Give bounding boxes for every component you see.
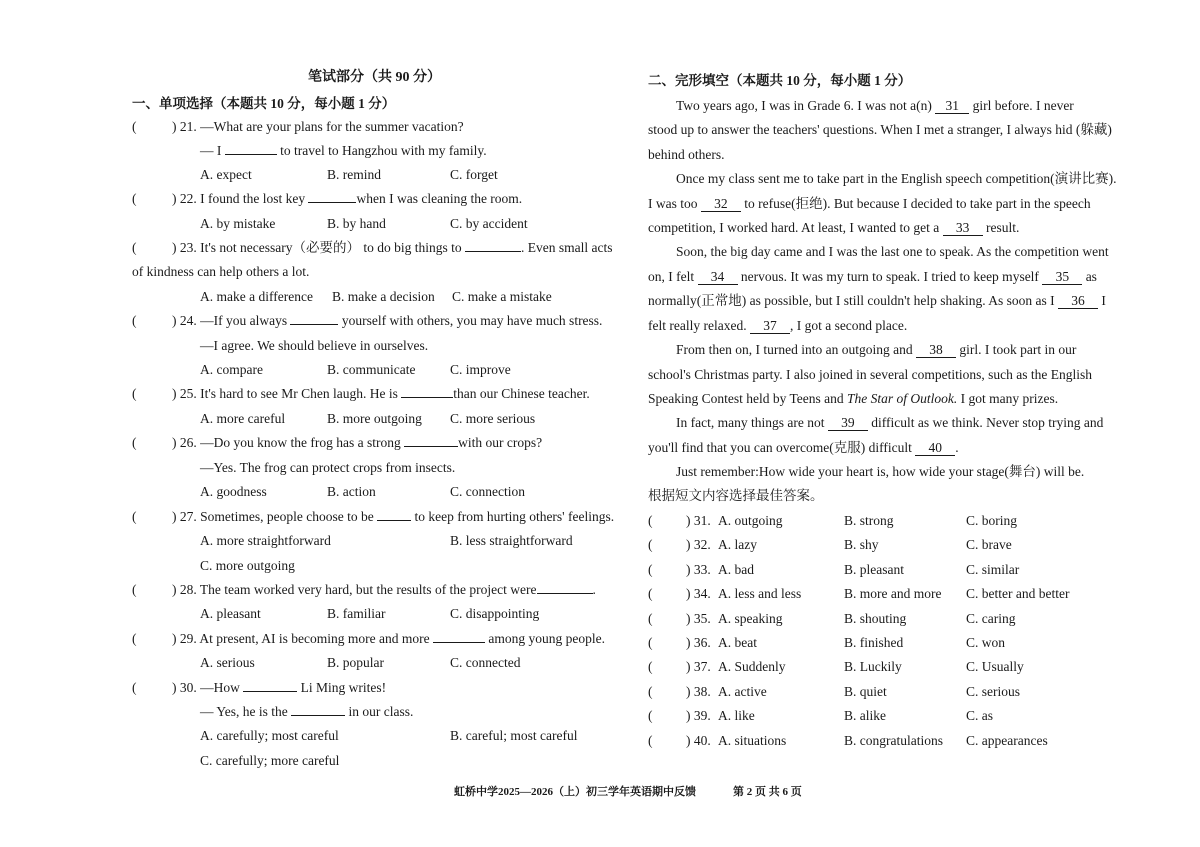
option-30-a: A. carefully; most careful (200, 728, 339, 743)
option-25-a: A. more careful (200, 411, 286, 426)
question-21: ( ) 21. —What are your plans for the summer vacation? (132, 119, 464, 134)
passage-line: Two years ago, I was in Grade 6. I was not a(n) 31 girl before. I never (676, 98, 1074, 113)
option-30-b: B. careful; most careful (450, 728, 578, 743)
option-c-32: C. brave (966, 537, 1012, 552)
passage-line: school's Christmas party. I also joined in several competitions, such as the English (648, 367, 1092, 382)
option-28-b: B. familiar (327, 606, 386, 621)
answer-bracket-37[interactable]: ( (648, 659, 653, 674)
option-a-39: A. like (718, 708, 755, 723)
blank-39[interactable]: 39 (828, 416, 868, 431)
question-28: ( ) 28. The team worked very hard, but the results of the project were . (132, 582, 596, 597)
question-23-cont: of kindness can help others a lot. (132, 264, 310, 279)
passage-line: competition, I worked hard. At least, I wanted to get a 33 result. (648, 220, 1020, 235)
option-a-35: A. speaking (718, 611, 783, 626)
question-22: ( ) 22. I found the lost key when I was cleaning the room. (132, 191, 523, 206)
blank-32[interactable]: 32 (701, 197, 741, 212)
option-26-c: C. connection (450, 484, 525, 499)
option-29-a: A. serious (200, 655, 255, 670)
passage-line: behind others. (648, 147, 725, 162)
option-21-c: C. forget (450, 167, 498, 182)
passage-line: stood up to answer the teachers' questions. When I met a stranger, I always hid (躲藏) (648, 122, 1112, 137)
answer-bracket-38[interactable]: ( (648, 684, 653, 699)
option-a-32: A. lazy (718, 537, 757, 552)
answer-bracket-34[interactable]: ( (648, 586, 653, 601)
question-24: ( ) 24. —If you always yourself with others, you may have much stress. (132, 313, 603, 328)
passage-line: normally(正常地) as possible, but I still couldn't help shaking. As soon as I 36 I (648, 293, 1106, 308)
option-24-a: A. compare (200, 362, 263, 377)
option-21-a: A. expect (200, 167, 252, 182)
option-b-33: B. pleasant (844, 562, 904, 577)
blank[interactable] (401, 397, 453, 398)
blank[interactable] (290, 324, 338, 325)
option-num-33: ) 33. (686, 562, 711, 577)
passage-line: I was too 32 to refuse(拒绝). But because I decided to take part in the speech (648, 196, 1091, 211)
option-27-c: C. more outgoing (200, 558, 295, 573)
option-26-b: B. action (327, 484, 376, 499)
option-a-38: A. active (718, 684, 767, 699)
option-22-b: B. by hand (327, 216, 386, 231)
blank-31[interactable]: 31 (935, 99, 969, 114)
blank[interactable] (465, 251, 521, 252)
option-23-c: C. make a mistake (452, 289, 552, 304)
answer-bracket[interactable]: ( (132, 240, 137, 255)
answer-bracket[interactable]: ( (132, 680, 137, 695)
option-27-b: B. less straightforward (450, 533, 573, 548)
blank-36[interactable]: 36 (1058, 294, 1098, 309)
option-num-31: ) 31. (686, 513, 711, 528)
blank[interactable] (243, 691, 297, 692)
answer-bracket[interactable]: ( (132, 435, 137, 450)
blank[interactable] (225, 154, 277, 155)
answer-bracket[interactable]: ( (132, 119, 137, 134)
option-a-34: A. less and less (718, 586, 802, 601)
passage-line: felt really relaxed. 37 , I got a second place. (648, 318, 908, 333)
option-24-b: B. communicate (327, 362, 416, 377)
answer-bracket-31[interactable]: ( (648, 513, 653, 528)
option-b-31: B. strong (844, 513, 894, 528)
blank-40[interactable]: 40 (915, 441, 955, 456)
option-a-37: A. Suddenly (718, 659, 786, 674)
passage-line: you'll find that you can overcome(克服) difficult 40 . (648, 440, 959, 455)
answer-bracket-33[interactable]: ( (648, 562, 653, 577)
option-c-36: C. won (966, 635, 1006, 650)
option-c-38: C. serious (966, 684, 1020, 699)
option-25-c: C. more serious (450, 411, 536, 426)
option-b-34: B. more and more (844, 586, 942, 601)
option-c-39: C. as (966, 708, 993, 723)
option-29-b: B. popular (327, 655, 384, 670)
section-title-cloze: 二、完形填空（本题共 10 分，每小题 1 分） (648, 73, 912, 88)
option-21-b: B. remind (327, 167, 381, 182)
footer-school: 虹桥中学2025—2026（上）初三学年英语期中反馈 (454, 786, 696, 798)
option-b-37: B. Luckily (844, 659, 902, 674)
option-25-b: B. more outgoing (327, 411, 422, 426)
blank-33[interactable]: 33 (943, 221, 983, 236)
question-23: ( ) 23. It's not necessary（必要的） to do big things to . Even small acts (132, 240, 613, 255)
passage-line: In fact, many things are not 39 difficult as we think. Never stop trying and (676, 415, 1104, 430)
blank[interactable] (377, 520, 411, 521)
answer-bracket-36[interactable]: ( (648, 635, 653, 650)
option-b-38: B. quiet (844, 684, 887, 699)
option-29-c: C. connected (450, 655, 521, 670)
answer-bracket[interactable]: ( (132, 582, 137, 597)
answer-bracket-32[interactable]: ( (648, 537, 653, 552)
option-num-39: ) 39. (686, 708, 711, 723)
blank[interactable] (537, 593, 593, 594)
question-30-line2: — Yes, he is the in our class. (200, 704, 414, 719)
question-27: ( ) 27. Sometimes, people choose to be to keep from hurting others' feelings. (132, 509, 615, 524)
option-28-c: C. disappointing (450, 606, 540, 621)
option-24-c: C. improve (450, 362, 511, 377)
option-22-a: A. by mistake (200, 216, 276, 231)
option-b-35: B. shouting (844, 611, 907, 626)
answer-bracket[interactable]: ( (132, 631, 137, 646)
option-c-35: C. caring (966, 611, 1016, 626)
option-a-36: A. beat (718, 635, 757, 650)
blank-38[interactable]: 38 (916, 343, 956, 358)
option-23-a: A. make a difference (200, 289, 313, 304)
passage-line: Once my class sent me to take part in the English speech competition(演讲比赛). (676, 171, 1117, 186)
question-29: ( ) 29. At present, AI is becoming more and more among young people. (132, 631, 605, 646)
passage-line: Soon, the big day came and I was the last one to speak. As the competition went (676, 244, 1109, 259)
answer-bracket[interactable]: ( (132, 191, 137, 206)
page-title: 笔试部分（共 90 分） (308, 70, 441, 85)
blank[interactable] (433, 642, 485, 643)
option-b-32: B. shy (844, 537, 879, 552)
option-26-a: A. goodness (200, 484, 267, 499)
option-b-39: B. alike (844, 708, 886, 723)
option-c-37: C. Usually (966, 659, 1024, 674)
question-26: ( ) 26. —Do you know the frog has a strong with our crops? (132, 435, 543, 450)
option-22-c: C. by accident (450, 216, 528, 231)
blank[interactable] (404, 446, 458, 447)
option-a-31: A. outgoing (718, 513, 783, 528)
question-30: ( ) 30. —How Li Ming writes! (132, 680, 387, 695)
option-a-40: A. situations (718, 733, 787, 748)
section-title-single-choice: 一、单项选择（本题共 10 分，每小题 1 分） (132, 96, 396, 111)
blank-37[interactable]: 37 (750, 319, 790, 334)
option-28-a: A. pleasant (200, 606, 261, 621)
option-a-33: A. bad (718, 562, 754, 577)
passage-line: Just remember:How wide your heart is, how wide your stage(舞台) will be. (676, 464, 1085, 479)
option-num-38: ) 38. (686, 684, 711, 699)
passage-line: Speaking Contest held by Teens and The Star of Outlook. I got many prizes. (648, 391, 1059, 406)
answer-bracket[interactable]: ( (132, 386, 137, 401)
answer-bracket[interactable]: ( (132, 509, 137, 524)
question-25: ( ) 25. It's hard to see Mr Chen laugh. He is than our Chinese teacher. (132, 386, 590, 401)
blank[interactable] (308, 202, 356, 203)
option-num-34: ) 34. (686, 586, 711, 601)
option-num-36: ) 36. (686, 635, 711, 650)
answer-bracket[interactable]: ( (132, 313, 137, 328)
option-c-31: C. boring (966, 513, 1018, 528)
answer-bracket-40[interactable]: ( (648, 733, 653, 748)
option-c-40: C. appearances (966, 733, 1048, 748)
option-c-34: C. better and better (966, 586, 1070, 601)
question-24-line2: —I agree. We should believe in ourselves. (200, 338, 429, 353)
option-23-b: B. make a decision (332, 289, 435, 304)
answer-bracket-39[interactable]: ( (648, 708, 653, 723)
answer-bracket-35[interactable]: ( (648, 611, 653, 626)
instruction: 根据短文内容选择最佳答案。 (648, 488, 824, 503)
passage-line: From then on, I turned into an outgoing and 38 girl. I took part in our (676, 342, 1077, 357)
option-num-37: ) 37. (686, 659, 711, 674)
blank-34[interactable]: 34 (698, 270, 738, 285)
blank-35[interactable]: 35 (1042, 270, 1082, 285)
option-30-c: C. carefully; more careful (200, 753, 340, 768)
footer-page: 第 2 页 共 6 页 (733, 786, 802, 798)
question-21-line2: — I to travel to Hangzhou with my family. (200, 143, 487, 158)
option-num-35: ) 35. (686, 611, 711, 626)
passage-line: on, I felt 34 nervous. It was my turn to speak. I tried to keep myself 35 as (648, 269, 1097, 284)
option-b-40: B. congratulations (844, 733, 943, 748)
question-26-line2: —Yes. The frog can protect crops from insects. (200, 460, 456, 475)
option-c-33: C. similar (966, 562, 1020, 577)
option-num-32: ) 32. (686, 537, 711, 552)
blank[interactable] (291, 715, 345, 716)
option-27-a: A. more straightforward (200, 533, 331, 548)
option-num-40: ) 40. (686, 733, 711, 748)
option-b-36: B. finished (844, 635, 904, 650)
